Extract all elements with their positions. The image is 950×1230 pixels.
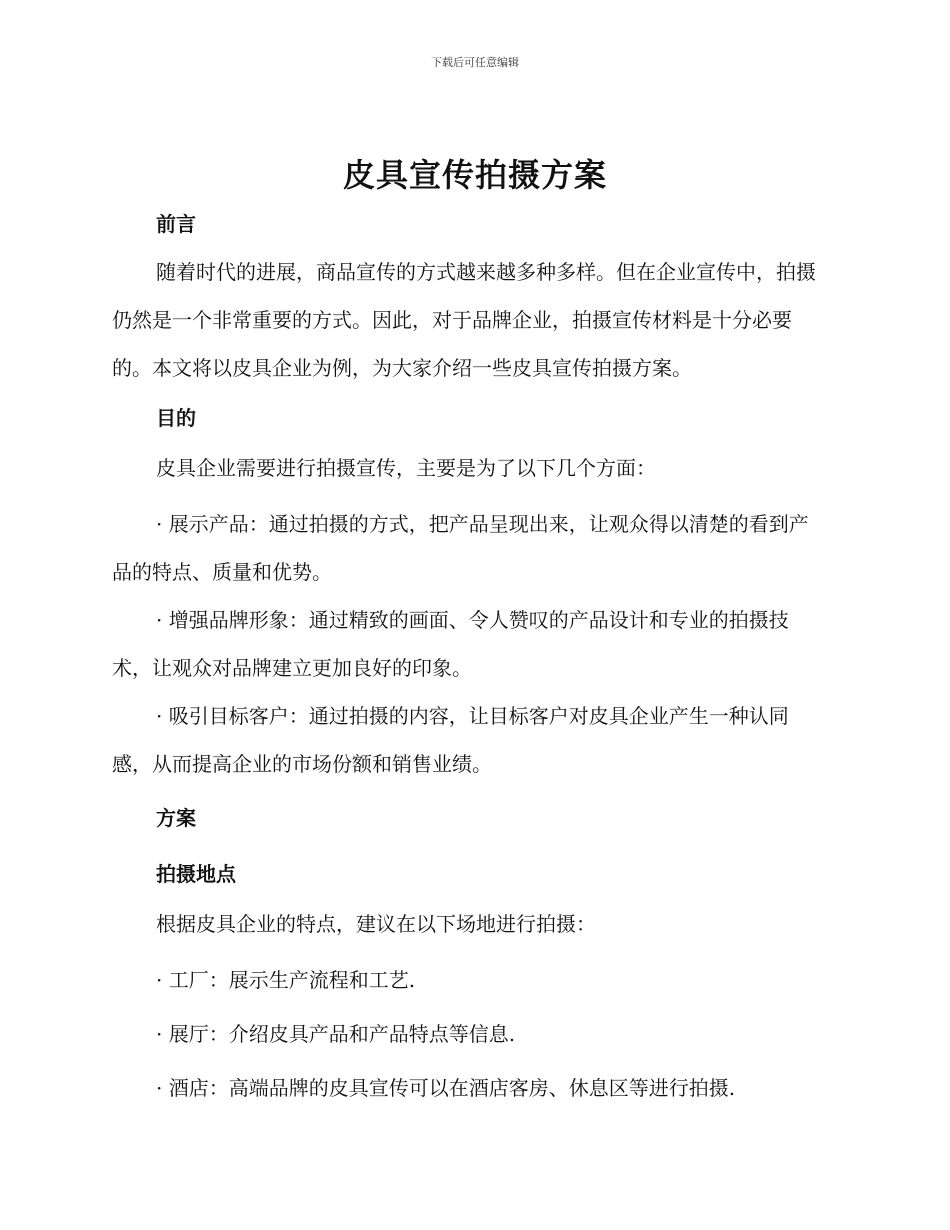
purpose-intro-paragraph: 皮具企业需要进行拍摄宣传，主要是为了以下几个方面： xyxy=(156,456,656,480)
section-heading-preface: 前言 xyxy=(156,212,196,236)
header-note: 下载后可任意编辑 xyxy=(431,56,519,69)
location-item: · 展厅：介绍皮具产品和产品特点等信息. xyxy=(156,1022,516,1046)
location-item: · 工厂：展示生产流程和工艺. xyxy=(156,968,416,992)
section-heading-purpose: 目的 xyxy=(156,406,196,430)
preface-paragraph: 随着时代的进展，商品宣传的方式越来越多种多样。但在企业宣传中，拍摄仍然是一个非常重要的方式。因此，对于品牌企业，拍摄宣传材料是十分必要的。本文将以皮具企业为例，为大家介绍一些皮具宣传拍摄方案。 xyxy=(112,260,816,380)
purpose-item: · 增强品牌形象：通过精致的画面、令人赞叹的产品设计和专业的拍摄技术，让观众对品牌建立更加良好的印象。 xyxy=(112,608,789,680)
subsection-heading-location: 拍摄地点 xyxy=(156,862,236,886)
location-item: · 酒店：高端品牌的皮具宣传可以在酒店客房、休息区等进行拍摄. xyxy=(156,1076,736,1100)
section-heading-plan: 方案 xyxy=(156,806,196,830)
document-title: 皮具宣传拍摄方案 xyxy=(342,156,607,194)
location-intro-paragraph: 根据皮具企业的特点，建议在以下场地进行拍摄： xyxy=(156,912,596,936)
purpose-item: · 吸引目标客户：通过拍摄的内容，让目标客户对皮具企业产生一种认同感，从而提高企业的市场份额和销售业绩。 xyxy=(112,704,789,776)
purpose-item: · 展示产品：通过拍摄的方式，把产品呈现出来，让观众得以清楚的看到产品的特点、质量和优势。 xyxy=(112,512,809,584)
